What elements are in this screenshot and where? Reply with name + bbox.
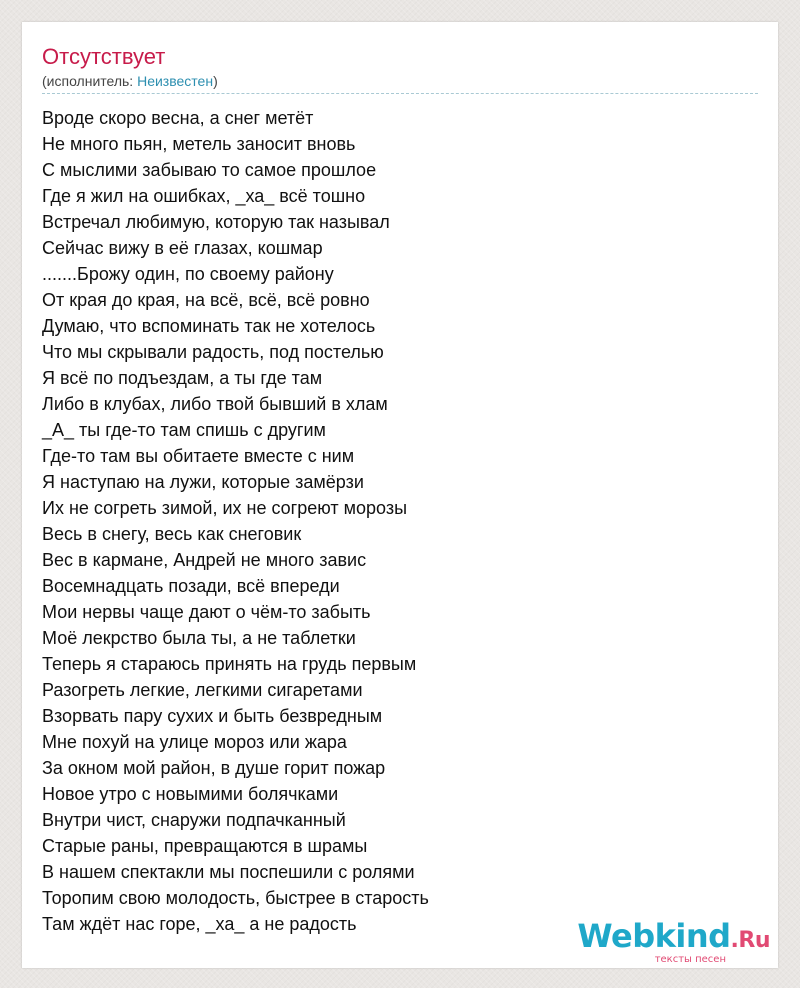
lyric-line: За окном мой район, в душе горит пожар <box>42 758 386 778</box>
lyric-line: Либо в клубах, либо твой бывший в хлам <box>42 394 388 414</box>
lyric-line: Взорвать пару сухих и быть безвредным <box>42 706 383 726</box>
lyric-line: .......Брожу один, по своему району <box>42 264 334 284</box>
lyric-line: Не много пьян, метель заносит вновь <box>42 134 356 154</box>
lyric-line: Где-то там вы обитаете вместе с ним <box>42 446 355 466</box>
lyric-line: Сейчас вижу в её глазах, кошмар <box>42 238 323 258</box>
artist-line <box>42 72 218 90</box>
lyric-line: Там ждёт нас горе, _ха_ а не радость <box>42 914 357 934</box>
lyric-line: Разогреть легкие, легкими сигаретами <box>42 680 363 700</box>
lyric-line: Старые раны, превращаются в шрамы <box>42 836 368 856</box>
lyric-line: Что мы скрывали радость, под постелью <box>42 342 384 362</box>
artist-suffix: ) <box>213 73 218 89</box>
lyric-line: Торопим свою молодость, быстрее в старость <box>42 888 429 908</box>
lyric-line: _А_ ты где-то там спишь с другим <box>42 420 326 440</box>
dashed-divider <box>42 93 758 94</box>
lyric-line: В нашем спектакли мы поспешили с ролями <box>42 862 415 882</box>
lyric-line: Весь в снегу, весь как снеговик <box>42 524 302 544</box>
lyric-line: Мои нервы чаще дают о чём-то забыть <box>42 602 371 622</box>
lyric-line: Вроде скоро весна, а снег метёт <box>42 108 314 128</box>
lyric-line: Думаю, что вспоминать так не хотелось <box>42 316 376 336</box>
lyric-line: Теперь я стараюсь принять на грудь первым <box>42 654 417 674</box>
logo-tagline: тексты песен <box>654 954 726 965</box>
lyric-line: Моё лекрство была ты, а не таблетки <box>42 628 356 648</box>
lyric-line: Внутри чист, снаружи подпачканный <box>42 810 346 830</box>
lyric-line: Я всё по подъездам, а ты где там <box>42 368 323 388</box>
lyric-line: От края до края, на всё, всё, всё ровно <box>42 290 370 310</box>
lyrics-body <box>42 105 429 937</box>
logo-wordmark <box>577 919 770 958</box>
lyric-line: Вес в кармане, Андрей не много завис <box>42 550 367 570</box>
lyric-line: Где я жил на ошибках, _ха_ всё тошно <box>42 186 366 206</box>
logo-tld: .Ru <box>730 928 770 953</box>
lyric-line: Их не согреть зимой, их не согреют морозы <box>42 498 408 518</box>
lyric-line: Восемнадцать позади, всё впереди <box>42 576 340 596</box>
song-title: Отсутствует <box>42 44 166 69</box>
site-logo[interactable] <box>577 919 770 965</box>
lyric-line: Мне похуй на улице мороз или жара <box>42 732 347 752</box>
lyric-line: Встречал любимую, которую так называл <box>42 212 390 232</box>
artist-prefix: (исполнитель: <box>42 73 138 89</box>
logo-word: Webkind <box>577 917 731 955</box>
lyric-line: С мыслими забываю то самое прошлое <box>42 160 377 180</box>
lyric-line: Я наступаю на лужи, которые замёрзи <box>42 472 364 492</box>
artist-link[interactable]: Неизвестен <box>137 73 214 89</box>
lyrics-card <box>22 22 778 968</box>
lyric-line: Новое утро с новымими болячками <box>42 784 339 804</box>
